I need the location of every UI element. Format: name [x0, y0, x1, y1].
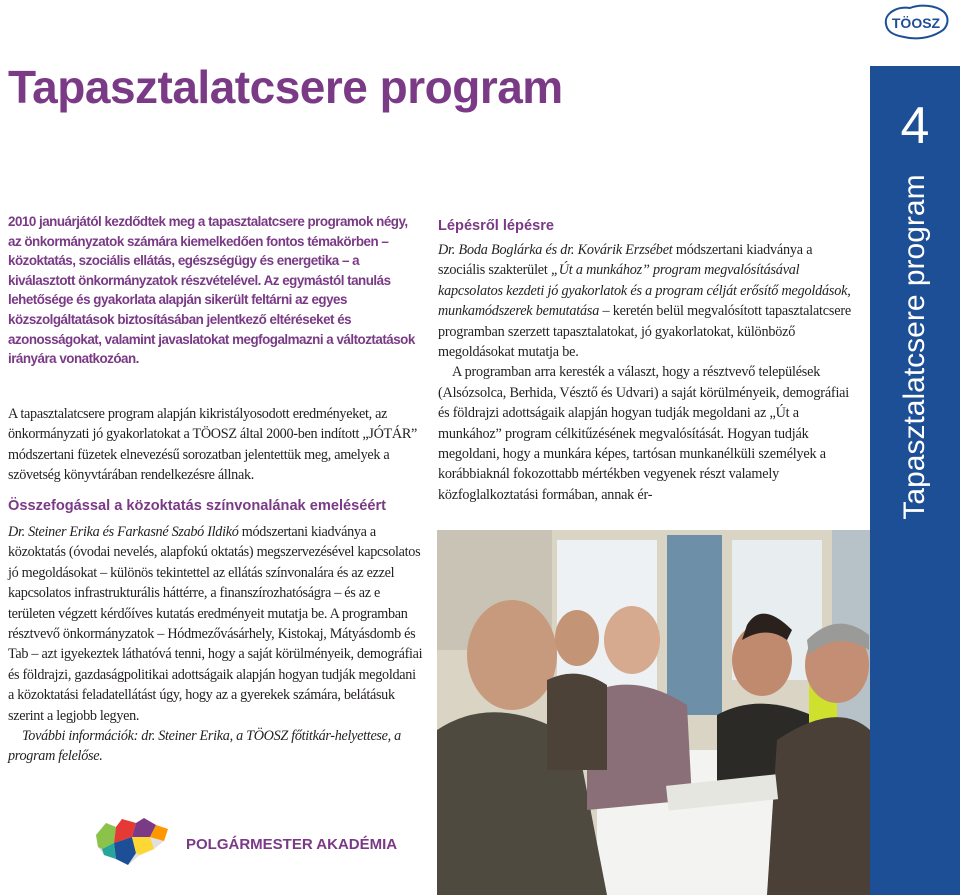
education-body: módszertani kiadványa a közoktatás (óvodai nevelés, alapfokú oktatás) megszervezésével kapcsolatos jó megoldásokat – különös tekintettel az ellátás színvonalára és az ezzel kapcsolatos infrastrukturális háttérre, a finanszírozhatóságra – és az e területen végzett kérdőíves kutatás eredményeit mutatja be. A programban résztvevő önkormányzatok – Hódmezővásárhely, Kistokaj, Mátyásdomb és Tab – azt igyekeztek láthatóvá tenni, hogy a saját körülményeik, demográfiai és földrajzi, gazdaságpolitikai adottságaik alapján hogyan tudják megoldani a közoktatási feladatellátást úgy, hogy az a gyerekek számára, belátásuk szerint a legjobb legyen. — [8, 524, 423, 724]
steps-mid: módszertani kiadványa a szociális szakterület — [438, 242, 813, 279]
chapter-number: 4 — [900, 97, 930, 155]
intro-text: 2010 januárjától kezdődtek meg a tapasztalatcsere programok négy, az önkormányzatok számára kiemelkedően fontos témakörben – közoktatás, szociális ellátás, egészségügy és energetika – a kiválasztott önkormányzatok részvételével. Az egymástól tanulás lehetősége és gyakorlata alapján sikerült feltárni az egyes közszolgáltatások biztosításában jelentkező eltéréseket és azonosságokat, valamint javaslatokat megfogalmazni a változtatások irányára vonatkozóan. — [8, 214, 415, 367]
chapter-title-wrap — [870, 172, 960, 522]
section-heading-education: Összefogással a közoktatás színvonalának emeléséért — [8, 498, 386, 514]
more-info: További információk: dr. Steiner Erika, a TÖOSZ főtitkár-helyettese, a program felelőse. — [8, 728, 401, 765]
academy-logo-map — [92, 815, 172, 869]
meeting-photo — [437, 530, 870, 895]
steps-end: – keretén belül megvalósított tapasztalatcsere programban szerzett tapasztalatokat, jó gyakorlatokat, különböző megoldásokat mutatja be. — [438, 303, 851, 361]
steps-text — [438, 240, 856, 505]
section-heading-steps: Lépésről lépésre — [438, 218, 554, 234]
steps-program-title: „Út a munkához” program megvalósításával kapcsolatos kezdeti jó gyakorlatok és a program célját erősítő megoldások, munkamódszerek bemutatása — [438, 262, 851, 320]
steps-paragraph-2: A programban arra keresték a választ, hogy a résztvevő települések (Alsózsolca, Berhida, Vésztő és Udvari) a saját körülményeik, demográfiai és földrajzi adottságaik alapján hogyan tudják megoldani az „Út a munkához” program célkitűzésének megvalósítását. Hogyan tudják megoldani, hogy a munkára képes, tartósan munkanélküli személyek a korábbiaknál fokozottabb mértékben vegyenek részt valamely közfoglalkoztatási formában, annak ér- — [438, 364, 850, 503]
page-title: Tapasztalatcsere program — [8, 61, 563, 113]
chapter-title: Tapasztalatcsere program — [898, 174, 931, 520]
steps-authors: Dr. Boda Boglárka és dr. Kovárik Erzsébet — [438, 242, 673, 258]
footer-label: POLGÁRMESTER AKADÉMIA — [186, 836, 398, 853]
education-authors: Dr. Steiner Erika és Farkasné Szabó Ildikó — [8, 524, 239, 540]
tooosz-logo — [880, 2, 952, 42]
education-paragraph — [8, 522, 424, 767]
jotar-paragraph: A tapasztalatcsere program alapján kikristályosodott eredményeket, az önkormányzati jó gyakorlatokat a TÖOSZ által 2000-ben indított „JÓTÁR” módszertani füzetek elnevezésű sorozatban jelentettük meg, amelyek a szövetség könyvtárában rendelkezésre állnak. — [8, 406, 417, 484]
logo-text: TÖOSZ — [891, 15, 941, 31]
